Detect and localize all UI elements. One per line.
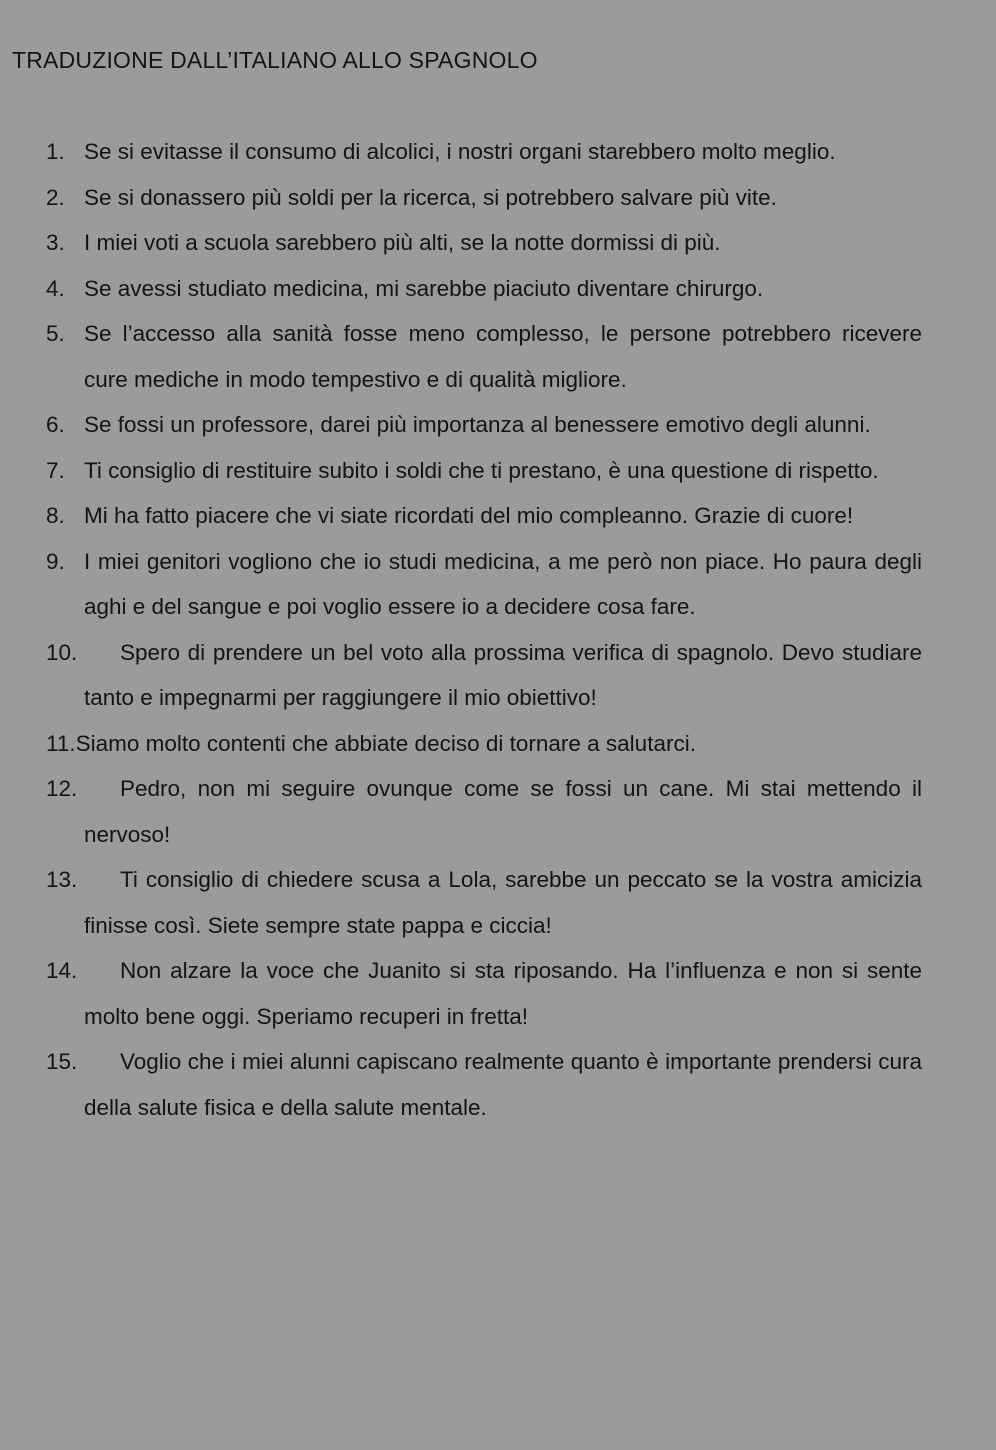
item-number: 13. (46, 867, 78, 892)
list-item (46, 539, 922, 630)
item-text: Non alzare la voce che Juanito si sta riposando. Ha l’influenza e non si sente molto bene oggi. Speriamo recuperi in fretta! (84, 958, 922, 1029)
list-item (46, 1039, 922, 1130)
item-text: Se fossi un professore, darei più importanza al benessere emotivo degli alunni. (84, 412, 871, 437)
page-title: TRADUZIONE DALL’ITALIANO ALLO SPAGNOLO (12, 47, 538, 73)
item-number: 8. (46, 503, 65, 528)
list-item (46, 311, 922, 402)
list-item (46, 266, 922, 312)
item-text: Ti consiglio di restituire subito i soldi che ti prestano, è una questione di rispetto. (84, 457, 879, 483)
item-text: Se avessi studiato medicina, mi sarebbe piaciuto diventare chirurgo. (84, 275, 764, 301)
item-text: Mi ha fatto piacere che vi siate ricordati del mio compleanno. Grazie di cuore! (84, 503, 854, 528)
item-number: 1. (46, 139, 65, 164)
list-item (46, 129, 922, 175)
item-number: 14. (46, 958, 78, 983)
item-text: Pedro, non mi seguire ovunque come se fossi un cane. Mi stai mettendo il nervoso! (84, 776, 922, 847)
item-text: I miei genitori vogliono che io studi medicina, a me però non piace. Ho paura degli aghi e del sangue e poi voglio essere io a decidere cosa fare. (84, 548, 922, 619)
list-item (46, 448, 922, 494)
sentence-list (46, 129, 922, 1130)
item-number: 11. (46, 730, 76, 756)
item-text: Se l’accesso alla sanità fosse meno complesso, le persone potrebbero ricevere cure mediche in modo tempestivo e di qualità migliore. (84, 321, 922, 392)
item-number: 7. (46, 457, 65, 483)
item-number: 2. (46, 184, 65, 210)
item-number: 15. (46, 1049, 78, 1074)
item-number: 3. (46, 230, 65, 255)
item-number: 6. (46, 412, 65, 437)
item-number: 9. (46, 548, 65, 574)
item-number: 5. (46, 321, 65, 346)
item-text: Spero di prendere un bel voto alla prossima verifica di spagnolo. Devo studiare tanto e impegnarmi per raggiungere il mio obiettivo! (84, 639, 922, 710)
list-item (46, 402, 922, 448)
item-number: 4. (46, 275, 65, 301)
list-item (46, 175, 922, 221)
item-text: I miei voti a scuola sarebbero più alti, se la notte dormissi di più. (84, 230, 721, 255)
list-item (46, 721, 922, 767)
item-text: Ti consiglio di chiedere scusa a Lola, sarebbe un peccato se la vostra amicizia finisse così. Siete sempre state pappa e ciccia! (84, 867, 922, 938)
list-item (46, 857, 922, 948)
list-item (46, 630, 922, 721)
list-item (46, 493, 922, 539)
item-text: Se si evitasse il consumo di alcolici, i nostri organi starebbero molto meglio. (84, 139, 836, 164)
item-number: 10. (46, 639, 78, 665)
list-item (46, 220, 922, 266)
list-item (46, 766, 922, 857)
item-text: Voglio che i miei alunni capiscano realmente quanto è importante prendersi cura della salute fisica e della salute mentale. (84, 1049, 922, 1120)
item-text: Siamo molto contenti che abbiate deciso di tornare a salutarci. (75, 730, 696, 756)
list-item (46, 948, 922, 1039)
item-text: Se si donassero più soldi per la ricerca, si potrebbero salvare più vite. (84, 184, 777, 210)
item-number: 12. (46, 776, 78, 801)
